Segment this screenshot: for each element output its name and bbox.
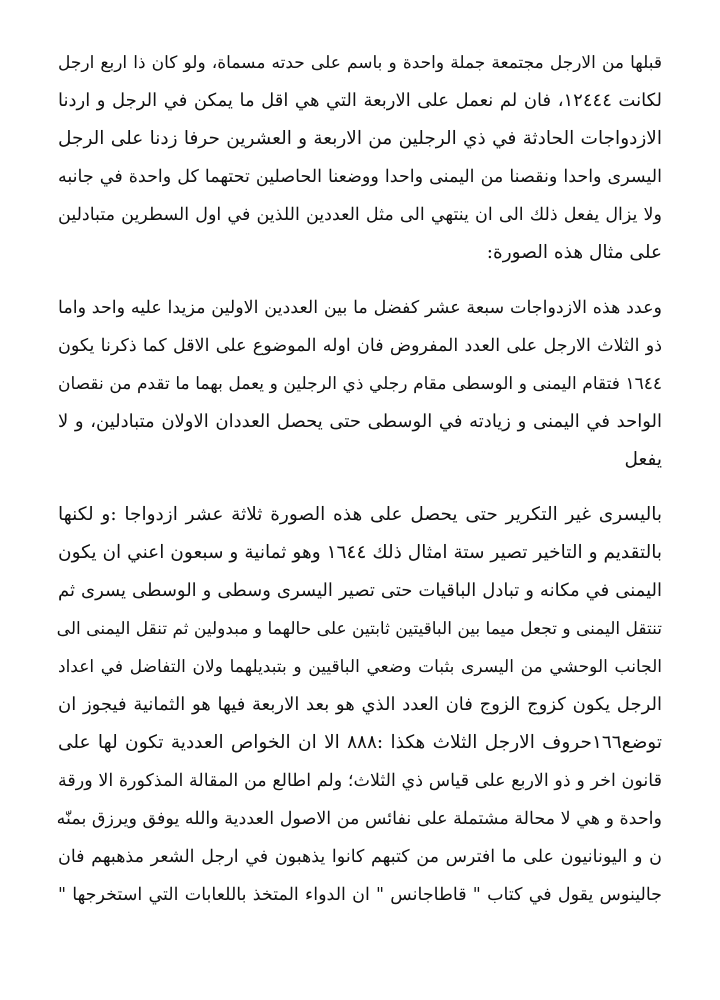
text-line: الرجل يكون كزوج الزوج فان العدد الذي هو بعد الاربعة فيها هو الثمانية فيجوز ان — [58, 694, 662, 715]
paragraph-2 — [58, 289, 662, 479]
text-line: قانون اخر و ذو الاربع على قياس ذي الثلاث؛ ولم اطالع من المقالة المذكورة الا ورقة — [58, 771, 662, 791]
paragraph-3 — [58, 496, 662, 914]
text-line: الجانب الوحشي من اليسرى بثبات وضعي الباقيين و بتبديلهما ولان التفاضل في اعداد — [58, 657, 662, 677]
text-line: الواحد في اليمنى و زيادته في الوسطى حتى يحصل العددان الاولان متبادلين، و لا — [58, 411, 662, 432]
text-line: بالتقديم و التاخير تصير ستة امثال ذلك ١٦٤٤ وهو ثمانية و سبعون اعني ان يكون — [58, 542, 662, 563]
text-line: توضع١٦٦حروف الارجل الثلاث هكذا :٨٨٨ الا ان الخواص العددية تكون لها على — [58, 732, 663, 753]
text-line: تنتقل اليمنى و تجعل ميما بين الباقيتين ثابتين على حالهما و مبدولين ثم تنقل اليمنى الى — [56, 619, 662, 639]
text-line: قبلها من الارجل مجتمعة جملة واحدة و باسم على حدته مسماة، ولو كان ذا اربع ارجل — [58, 53, 662, 73]
text-line: وعدد هذه الازدواجات سبعة عشر كفضل ما بين العددين الاولين مزيدا عليه واحد واما — [58, 298, 662, 318]
text-line: على مثال هذه الصورة: — [486, 242, 662, 263]
text-line: ١٦٤٤ فتقام اليمنى و الوسطى مقام رجلي ذي الرجلين و يعمل بهما ما تقدم من نقصان — [58, 374, 662, 394]
text-line: واحدة و هي لا محالة مشتملة على نفائس من الاصول العددية والله يوفق ويرزق بمنّه — [56, 809, 662, 829]
text-line: اليسرى واحدا ونقصنا من اليمنى واحدا ووضعنا الحاصلين تحتهما كل واحدة في جانبه — [58, 167, 662, 187]
text-line: ولا يزال يفعل ذلك الى ان ينتهي الى مثل العددين اللذين في اول السطرين متبادلين — [58, 205, 662, 225]
text-line: ن و اليونانيون على ما افترس من كتبهم كانوا يذهبون في ارجل الشعر مذهبهم فان — [58, 847, 662, 867]
text-line: لكانت ١٢٤٤٤، فان لم نعمل على الاربعة التي هي اقل ما يمكن في الرجل و اردنا — [58, 90, 663, 111]
text-line: جالينوس يقول في كتاب " قاطاجانس " ان الدواء المتخذ باللعابات التي استخرجها " — [58, 885, 662, 905]
text-line: ذو الثلاث الارجل على العدد المفروض فان اوله الموضوع على الاقل كما ذكرنا يكون — [58, 336, 662, 356]
text-line: باليسرى غير التكرير حتى يحصل على هذه الصورة ثلاثة عشر ازدواجا :و لكنها — [58, 504, 662, 525]
text-line: الازدواجات الحادثة في ذي الرجلين من الاربعة و العشرين حرفا زدنا على الرجل — [58, 128, 662, 149]
text-line: اليمنى في مكانه و تبادل الباقيات حتى تصير اليسرى وسطى و الوسطى يسرى ثم — [58, 580, 662, 601]
paragraph-1 — [58, 44, 662, 272]
text-line: يفعل — [624, 449, 662, 470]
